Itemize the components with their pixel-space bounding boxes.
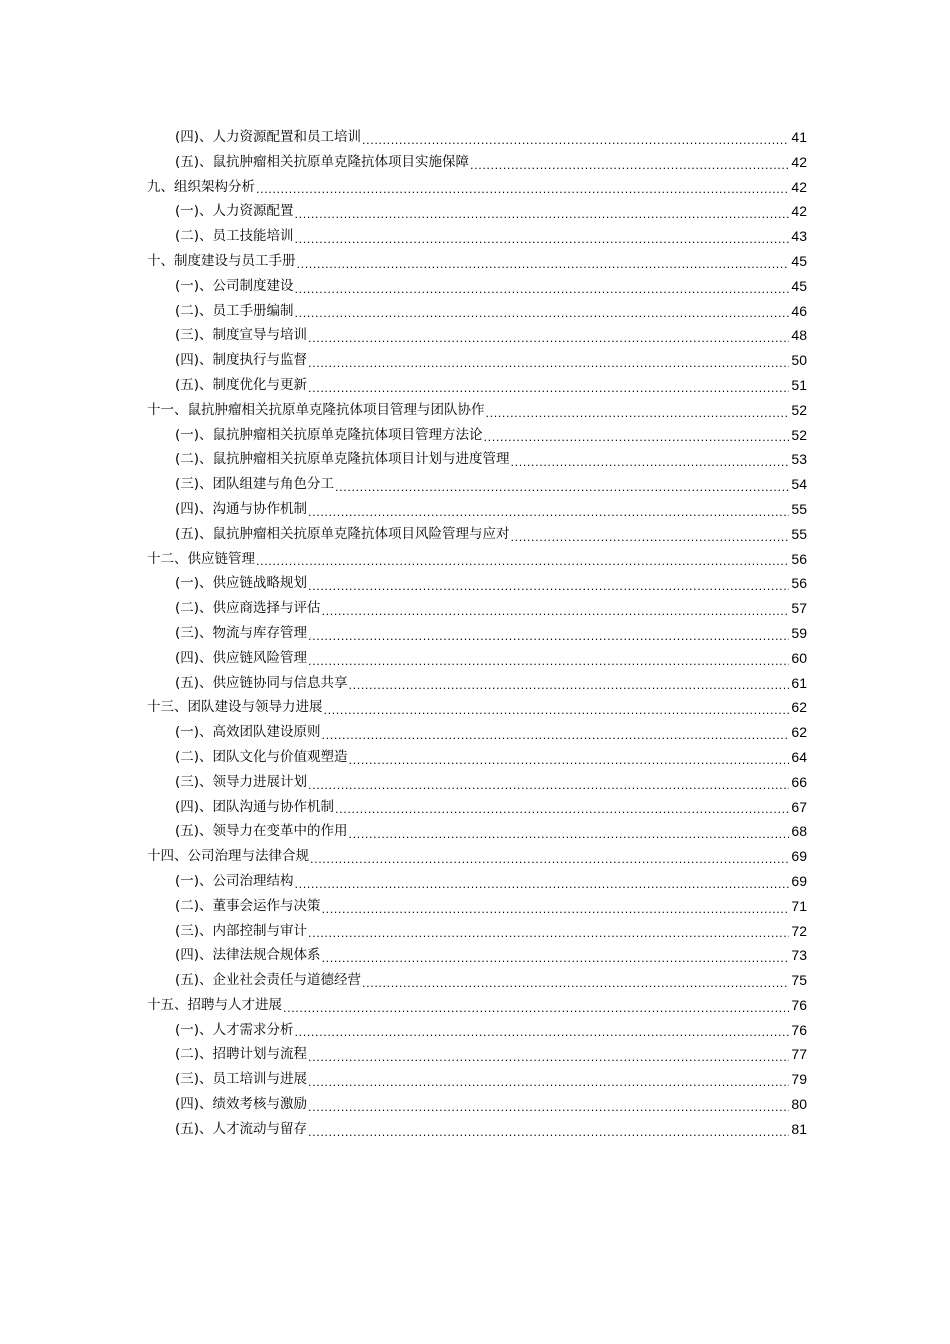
toc-entry-page-number: 56	[791, 550, 807, 567]
toc-leader-dots	[334, 472, 789, 497]
toc-entry[interactable]	[147, 323, 807, 348]
toc-entry-page-number: 73	[791, 947, 807, 964]
toc-entry-page-number: 53	[791, 451, 807, 468]
toc-entry-page-number: 42	[791, 203, 807, 220]
toc-leader-dots	[323, 695, 790, 720]
toc-entry-title: 十四、公司治理与法律合规	[147, 848, 309, 865]
toc-entry[interactable]	[147, 919, 807, 944]
toc-entry-title: 九、组织架构分析	[147, 178, 255, 195]
toc-entry[interactable]	[147, 1042, 807, 1067]
toc-entry-title: (三)、内部控制与审计	[175, 922, 308, 939]
toc-leader-dots	[307, 1117, 789, 1142]
toc-entry-title: (五)、鼠抗肿瘤相关抗原单克隆抗体项目实施保障	[175, 153, 470, 170]
toc-entry-title: (二)、招聘计划与流程	[175, 1046, 308, 1063]
toc-leader-dots	[294, 1018, 790, 1043]
toc-leader-dots	[307, 1092, 789, 1117]
toc-entry-page-number: 48	[791, 327, 807, 344]
toc-entry-title: (五)、制度优化与更新	[175, 376, 308, 393]
toc-leader-dots	[483, 423, 790, 448]
toc-entry-page-number: 46	[791, 302, 807, 319]
toc-entry-title: (一)、公司制度建设	[175, 277, 294, 294]
toc-leader-dots	[348, 745, 790, 770]
toc-entry[interactable]	[147, 1117, 807, 1142]
toc-entry-title: (二)、董事会运作与决策	[175, 897, 321, 914]
toc-leader-dots	[510, 522, 790, 547]
toc-entry-page-number: 45	[791, 252, 807, 269]
toc-entry-page-number: 69	[791, 872, 807, 889]
toc-entry-page-number: 77	[791, 1046, 807, 1063]
toc-entry[interactable]	[147, 968, 807, 993]
toc-entry-title: (二)、员工技能培训	[175, 228, 294, 245]
toc-entry[interactable]	[147, 571, 807, 596]
toc-leader-dots	[282, 993, 789, 1018]
toc-entry-page-number: 56	[791, 575, 807, 592]
toc-entry[interactable]	[147, 745, 807, 770]
toc-entry[interactable]	[147, 720, 807, 745]
toc-leader-dots	[294, 224, 790, 249]
toc-entry-title: (五)、企业社会责任与道德经营	[175, 972, 362, 989]
toc-entry-title: (一)、供应链战略规划	[175, 575, 308, 592]
toc-entry[interactable]	[147, 795, 807, 820]
toc-entry-page-number: 62	[791, 724, 807, 741]
toc-leader-dots	[469, 150, 789, 175]
toc-leader-dots	[307, 770, 789, 795]
toc-entry[interactable]	[147, 943, 807, 968]
toc-entry[interactable]	[147, 695, 807, 720]
toc-entry-page-number: 42	[791, 178, 807, 195]
toc-entry-title: (二)、供应商选择与评估	[175, 600, 321, 617]
toc-entry-title: (一)、鼠抗肿瘤相关抗原单克隆抗体项目管理方法论	[175, 426, 483, 443]
toc-entry-title: (二)、团队文化与价值观塑造	[175, 748, 348, 765]
toc-entry-page-number: 55	[791, 500, 807, 517]
toc-leader-dots	[361, 968, 789, 993]
toc-entry[interactable]	[147, 993, 807, 1018]
toc-entry-page-number: 52	[791, 426, 807, 443]
toc-entry-title: (三)、团队组建与角色分工	[175, 476, 335, 493]
toc-entry-title: (三)、领导力进展计划	[175, 773, 308, 790]
toc-entry-page-number: 64	[791, 748, 807, 765]
toc-entry-title: (四)、人力资源配置和员工培训	[175, 129, 362, 145]
toc-entry[interactable]	[147, 819, 807, 844]
toc-leader-dots	[361, 125, 789, 150]
toc-entry-title: (四)、法律法规合规体系	[175, 947, 321, 964]
toc-entry-page-number: 45	[791, 277, 807, 294]
toc-entry-page-number: 72	[791, 922, 807, 939]
toc-entry-title: (三)、员工培训与进展	[175, 1071, 308, 1088]
toc-leader-dots	[307, 621, 789, 646]
toc-entry-page-number: 42	[791, 153, 807, 170]
toc-entry-page-number: 80	[791, 1096, 807, 1113]
toc-entry-title: (五)、领导力在变革中的作用	[175, 823, 348, 840]
toc-entry-page-number: 54	[791, 476, 807, 493]
toc-entry-page-number: 79	[791, 1071, 807, 1088]
toc-entry[interactable]	[147, 373, 807, 398]
toc-entry-page-number: 75	[791, 972, 807, 989]
toc-leader-dots	[294, 869, 790, 894]
toc-leader-dots	[309, 844, 789, 869]
toc-entry[interactable]	[147, 894, 807, 919]
toc-entry-page-number: 52	[791, 401, 807, 418]
toc-entry-page-number: 51	[791, 376, 807, 393]
toc-entry-title: 十三、团队建设与领导力进展	[147, 699, 323, 716]
toc-entry-title: (四)、制度执行与监督	[175, 352, 308, 369]
toc-entry-page-number: 60	[791, 649, 807, 666]
toc-entry-title: (一)、人才需求分析	[175, 1021, 294, 1038]
toc-entry-page-number: 69	[791, 848, 807, 865]
toc-entry-title: 十、制度建设与员工手册	[147, 252, 296, 269]
toc-entry-page-number: 41	[791, 129, 807, 145]
toc-entry[interactable]	[147, 621, 807, 646]
toc-entry-title: (二)、员工手册编制	[175, 302, 294, 319]
toc-leader-dots	[334, 795, 789, 820]
toc-entry-title: 十五、招聘与人才进展	[147, 996, 282, 1013]
toc-entry-page-number: 61	[791, 674, 807, 691]
toc-entry[interactable]	[147, 150, 807, 175]
toc-leader-dots	[255, 175, 789, 200]
toc-leader-dots	[307, 348, 789, 373]
toc-leader-dots	[255, 547, 789, 572]
toc-entry-page-number: 59	[791, 624, 807, 641]
toc-entry[interactable]	[147, 646, 807, 671]
toc-entry[interactable]	[147, 175, 807, 200]
toc-entry-title: (四)、绩效考核与激励	[175, 1096, 308, 1113]
toc-entry[interactable]	[147, 1067, 807, 1092]
toc-leader-dots	[307, 571, 789, 596]
toc-entry-title: (三)、制度宣导与培训	[175, 327, 308, 344]
toc-entry-page-number: 43	[791, 228, 807, 245]
toc-entry[interactable]	[147, 869, 807, 894]
toc-entry[interactable]	[147, 447, 807, 472]
toc-leader-dots	[321, 720, 790, 745]
toc-entry-title: (五)、鼠抗肿瘤相关抗原单克隆抗体项目风险管理与应对	[175, 525, 510, 542]
toc-entry[interactable]	[147, 299, 807, 324]
toc-entry-page-number: 68	[791, 823, 807, 840]
toc-leader-dots	[307, 1067, 789, 1092]
toc-entry[interactable]	[147, 274, 807, 299]
toc-entry[interactable]	[147, 770, 807, 795]
toc-entry[interactable]	[147, 348, 807, 373]
toc-entry[interactable]	[147, 596, 807, 621]
toc-entry[interactable]	[147, 125, 807, 150]
toc-leader-dots	[321, 943, 790, 968]
toc-leader-dots	[307, 497, 789, 522]
toc-entry[interactable]	[147, 423, 807, 448]
toc-entry-page-number: 66	[791, 773, 807, 790]
toc-entry-title: (五)、人才流动与留存	[175, 1120, 308, 1137]
toc-entry-title: (二)、鼠抗肿瘤相关抗原单克隆抗体项目计划与进度管理	[175, 451, 510, 468]
toc-entry[interactable]	[147, 547, 807, 572]
toc-leader-dots	[294, 199, 790, 224]
toc-leader-dots	[321, 596, 790, 621]
toc-leader-dots	[348, 819, 790, 844]
table-of-contents	[147, 125, 807, 1142]
toc-leader-dots	[296, 249, 790, 274]
toc-entry-page-number: 57	[791, 600, 807, 617]
toc-entry[interactable]	[147, 472, 807, 497]
toc-entry-title: (三)、物流与库存管理	[175, 624, 308, 641]
toc-entry[interactable]	[147, 522, 807, 547]
toc-entry-page-number: 62	[791, 699, 807, 716]
toc-entry[interactable]	[147, 497, 807, 522]
toc-leader-dots	[348, 671, 790, 696]
toc-entry[interactable]	[147, 1018, 807, 1043]
toc-entry-title: (四)、供应链风险管理	[175, 649, 308, 666]
toc-leader-dots	[307, 646, 789, 671]
toc-entry-title: (一)、人力资源配置	[175, 203, 294, 220]
toc-leader-dots	[307, 919, 789, 944]
toc-entry[interactable]	[147, 844, 807, 869]
toc-leader-dots	[307, 1042, 789, 1067]
toc-entry[interactable]	[147, 199, 807, 224]
toc-entry-title: (一)、公司治理结构	[175, 872, 294, 889]
toc-entry-page-number: 71	[791, 897, 807, 914]
toc-entry-page-number: 67	[791, 798, 807, 815]
toc-leader-dots	[510, 447, 790, 472]
toc-entry-title: (四)、团队沟通与协作机制	[175, 798, 335, 815]
toc-entry-title: 十二、供应链管理	[147, 550, 255, 567]
toc-entry-title: 十一、鼠抗肿瘤相关抗原单克隆抗体项目管理与团队协作	[147, 401, 485, 418]
toc-entry-page-number: 76	[791, 996, 807, 1013]
toc-entry-title: (一)、高效团队建设原则	[175, 724, 321, 741]
toc-entry-title: (五)、供应链协同与信息共享	[175, 674, 348, 691]
toc-entry[interactable]	[147, 1092, 807, 1117]
toc-entry[interactable]	[147, 224, 807, 249]
toc-entry-page-number: 81	[791, 1120, 807, 1137]
toc-entry[interactable]	[147, 398, 807, 423]
toc-leader-dots	[485, 398, 790, 423]
toc-entry[interactable]	[147, 249, 807, 274]
toc-leader-dots	[307, 323, 789, 348]
toc-entry-page-number: 55	[791, 525, 807, 542]
toc-leader-dots	[294, 274, 790, 299]
toc-entry-title: (四)、沟通与协作机制	[175, 500, 308, 517]
toc-leader-dots	[294, 299, 790, 324]
toc-entry-page-number: 50	[791, 352, 807, 369]
toc-leader-dots	[307, 373, 789, 398]
toc-entry[interactable]	[147, 671, 807, 696]
toc-entry-page-number: 76	[791, 1021, 807, 1038]
toc-leader-dots	[321, 894, 790, 919]
